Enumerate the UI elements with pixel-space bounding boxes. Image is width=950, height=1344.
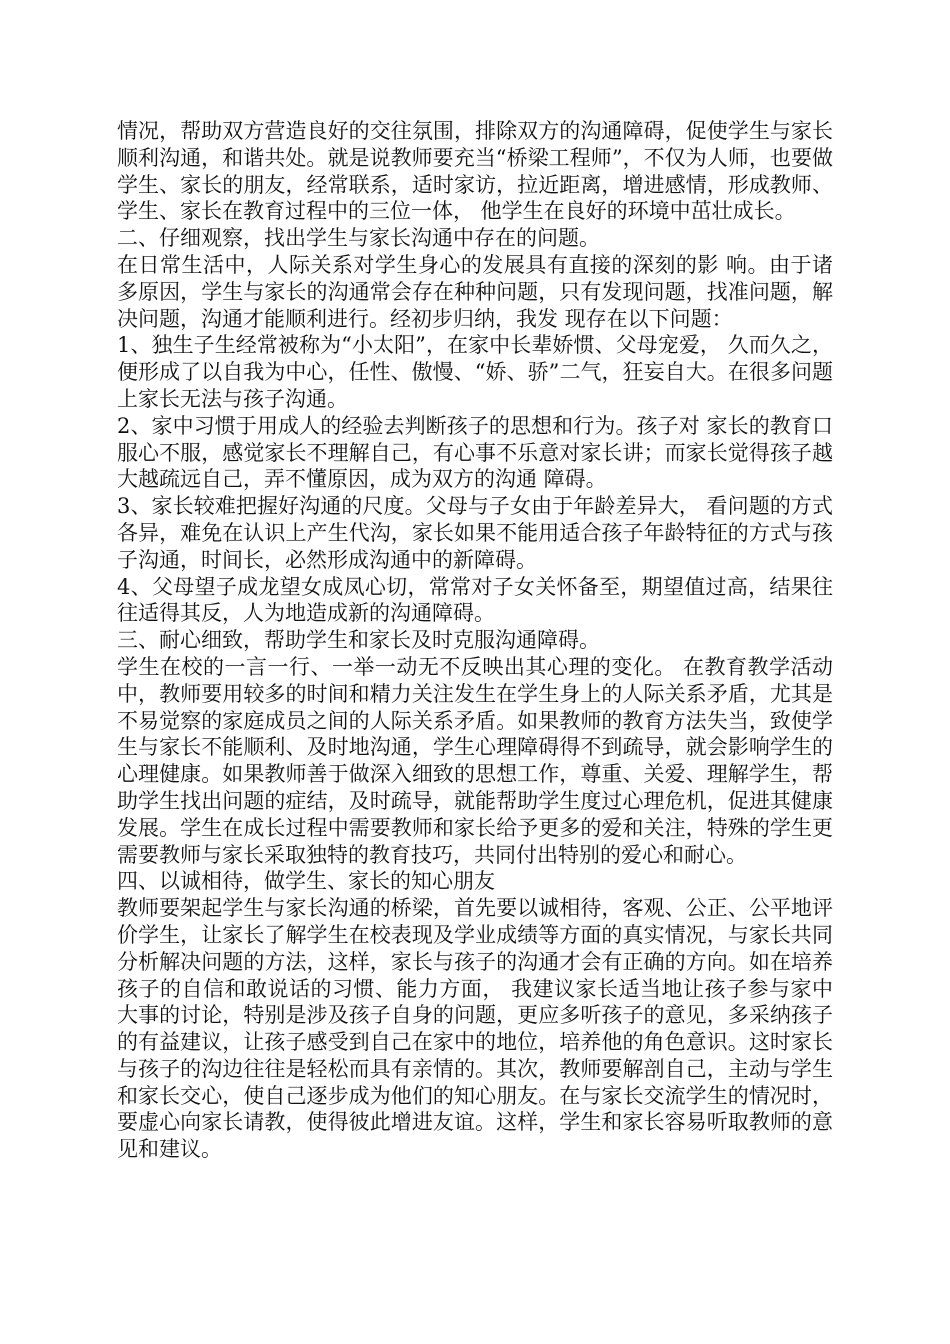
list-item-1: 1、独生子生经常被称为“小太阳”，在家中长辈娇惯、父母宠爱， 久而久之，便形成了以自我为中心，任性、傲慢、“娇、骄”二气，狂妄自大。在很多问题上家长无法与孩子沟通。 [117, 333, 833, 411]
list-item-2: 2、家中习惯于用成人的经验去判断孩子的思想和行为。孩子对 家长的教育口服心不服，感觉家长不理解自己，有心事不乐意对家长讲；而家长觉得孩子越大越疏远自己，弄不懂原因，成为双方的沟通 障碍。 [117, 413, 833, 492]
paragraph-section-3-body: 学生在校的一言一行、一举一动无不反映出其心理的变化。 在教育教学活动中，教师要用较多的时间和精力关注发生在学生身上的人际关系矛盾，尤其是不易觉察的家庭成员之间的人际关系矛盾。如果教师的教育方法失当，致使学生与家长不能顺利、及时地沟通，学生心理障碍得不到疏导，就会影响学生的心理健康。如果教师善于做深入细致的思想工作，尊重、关爱、理解学生，帮助学生找出问题的症结，及时疏导，就能帮助学生度过心理危机，促进其健康发展。学生在成长过程中需要教师和家长给予更多的爱和关注，特殊的学生更需要教师与家长采取独特的教育技巧，共同付出特别的爱心和耐心。 [117, 654, 833, 867]
paragraph-section-2-intro: 在日常生活中，人际关系对学生身心的发展具有直接的深刻的影 响。由于诸多原因，学生与家长的沟通常会存在种种问题，只有发现问题，找准问题，解决问题，沟通才能顺利进行。经初步归纳，我发 现存在以下问题： [117, 252, 833, 331]
section-heading-3: 三、耐心细致，帮助学生和家长及时克服沟通障碍。 [117, 628, 600, 653]
list-item-4: 4、父母望子成龙望女成凤心切，常常对子女关怀备至，期望值过高，结果往往适得其反，人为地造成新的沟通障碍。 [117, 574, 833, 626]
section-heading-4: 四、以诚相待，做学生、家长的知心朋友 [117, 869, 495, 894]
paragraph-section-4-body: 教师要架起学生与家长沟通的桥梁，首先要以诚相待，客观、公正、公平地评价学生，让家长了解学生在校表现及学业成绩等方面的真实情况，与家长共同分析解决问题的方法，这样，家长与孩子的沟通才会有正确的方向。如在培养孩子的自信和敢说话的习惯、能力方面， 我建议家长适当地让孩子参与家中大事的讨论，特别是涉及孩子自身的问题，更应多听孩子的意见，多采纳孩子的有益建议，让孩子感受到自己在家中的地位，培养他的角色意识。这时家长与孩子的沟边往往是轻松而具有亲情的。其次，教师要解剖自己，主动与学生和家长交心，使自己逐步成为他们的知心朋友。在与家长交流学生的情况时，要虚心向家长请教，使得彼此增进友谊。这样，学生和家长容易听取教师的意见和建议。 [117, 896, 833, 1162]
paragraph-intro-continuation: 情况，帮助双方营造良好的交往氛围，排除双方的沟通障碍，促使学生与家长顺利沟通，和谐共处。就是说教师要充当“桥梁工程师”，不仅为人师，也要做学生、家长的朋友，经常联系，适时家访，拉近距离，增进感情，形成教师、学生、家长在教育过程中的三位一体， 他学生在良好的环境中茁壮成长。 [117, 119, 833, 224]
section-heading-2: 二、仔细观察，找出学生与家长沟通中存在的问题。 [117, 226, 600, 251]
list-item-3: 3、家长较难把握好沟通的尺度。父母与子女由于年龄差异大， 看问题的方式各异，难免在认识上产生代沟，家长如果不能用适合孩子年龄特征的方式与孩子沟通，时间长，必然形成沟通中的新障碍。 [117, 494, 833, 572]
document-page [117, 118, 833, 1163]
